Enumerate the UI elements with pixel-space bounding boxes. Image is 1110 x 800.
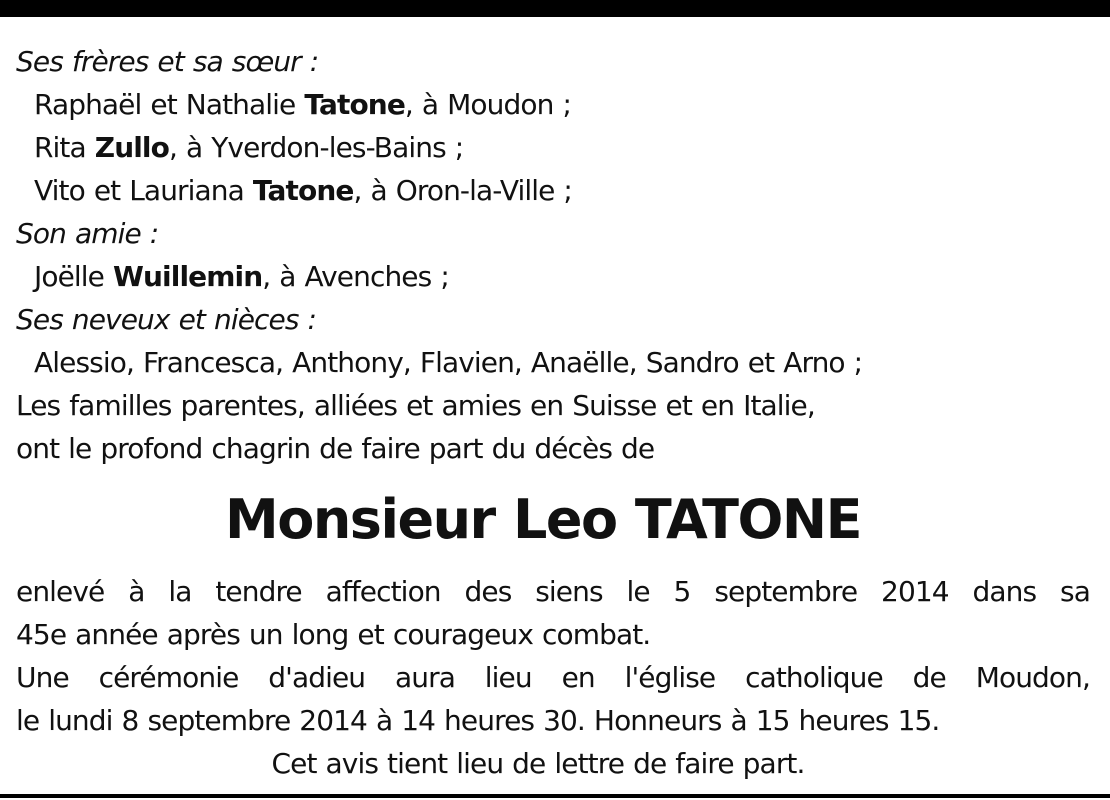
body-line: Une cérémonie d'adieu aura lieu en l'église catholique de Moudon, [16, 661, 1090, 694]
announcement-line: ont le profond chagrin de faire part du décès de [16, 432, 655, 465]
body-line: 45e année après un long et courageux combat. [16, 618, 651, 651]
deceased-name: Monsieur Leo TATONE [225, 488, 861, 551]
friend-heading: Son amie : [16, 217, 159, 250]
friend-given-name: Joëlle [34, 260, 105, 293]
death-notice [16, 40, 1090, 785]
sibling-given-names: Rita [34, 131, 86, 164]
sibling-place: , à Moudon ; [404, 88, 571, 121]
sibling-surname: Tatone [304, 88, 405, 121]
body-line: le lundi 8 septembre 2014 à 14 heures 30. Honneurs à 15 heures 15. [16, 704, 940, 737]
top-rule [0, 0, 1110, 17]
sibling-place: , à Yverdon-les-Bains ; [168, 131, 464, 164]
nephews-heading: Ses neveux et nièces : [16, 303, 317, 336]
friend-place: , à Avenches ; [262, 260, 449, 293]
friend-surname: Wuillemin [113, 260, 263, 293]
sibling-given-names: Raphaël et Nathalie [34, 88, 296, 121]
sibling-entry [16, 169, 1090, 212]
body-line: enlevé à la tendre affection des siens le 5 septembre 2014 dans sa [16, 575, 1090, 608]
sibling-given-names: Vito et Lauriana [34, 174, 244, 207]
friend-entry [16, 255, 1090, 298]
nephews-names: Alessio, Francesca, Anthony, Flavien, Anaëlle, Sandro et Arno ; [34, 346, 863, 379]
bottom-rule [0, 794, 1110, 798]
families-line: Les familles parentes, alliées et amies en Suisse et en Italie, [16, 389, 815, 422]
sibling-entry [16, 126, 1090, 169]
closing-line: Cet avis tient lieu de lettre de faire part. [271, 747, 805, 780]
sibling-place: , à Oron-la-Ville ; [353, 174, 572, 207]
siblings-heading: Ses frères et sa sœur : [16, 45, 319, 78]
sibling-surname: Tatone [252, 174, 354, 207]
sibling-entry [16, 83, 1090, 126]
sibling-surname: Zullo [94, 131, 169, 164]
